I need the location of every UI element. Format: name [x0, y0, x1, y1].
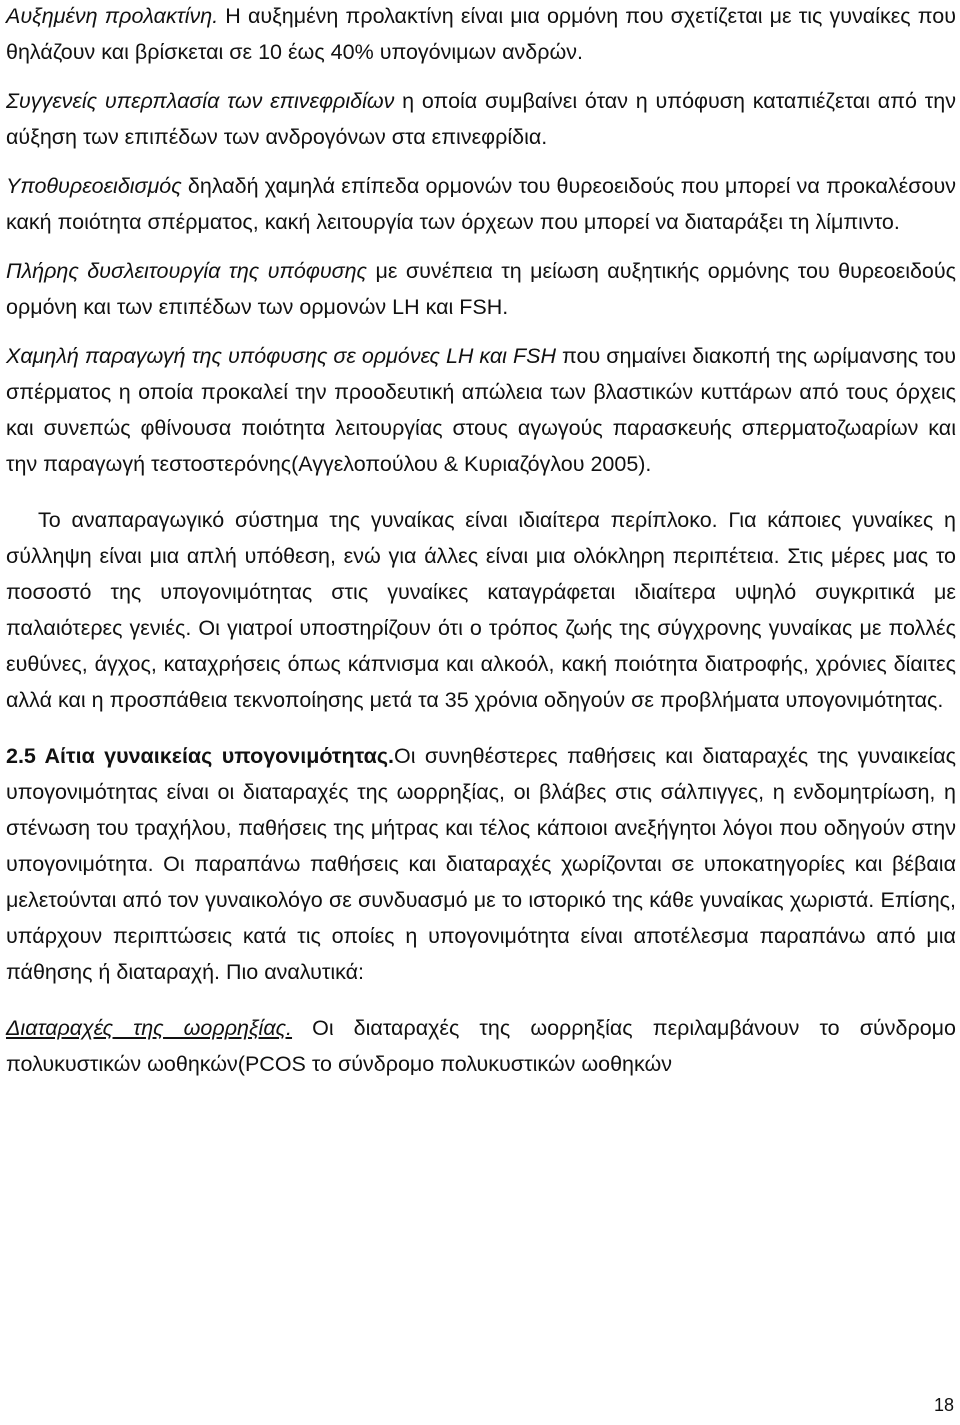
term-low-lh-fsh: Χαμηλή παραγωγή της υπόφυσης σε ορμόνες LH και FSH [6, 344, 556, 368]
term-ovulation-disorders: Διαταραχές της ωορρηξίας. [6, 1016, 293, 1040]
paragraph-low-lh-fsh [6, 338, 956, 482]
paragraph-adrenal-hyperplasia [6, 83, 956, 155]
paragraph-female-reproductive-system [6, 502, 956, 718]
paragraph-text: Η αυξημένη προλακτίνη είναι μια ορμόνη που σχετίζεται με τις γυναίκες που θηλάζουν και βρίσκεται σε 10 έως 40% υπογόνιμων ανδρών. [6, 4, 956, 64]
paragraph-text: με συνέπεια τη μείωση αυξητικής ορμόνης του θυρεοειδούς ορμόνη και των επιπέδων των ορμονών LH και FSH. [6, 259, 957, 319]
paragraph-section-2-5 [6, 738, 956, 990]
section-number: 2.5 [6, 744, 36, 768]
paragraph-text: Οι διαταραχές της ωορρηξίας περιλαμβάνουν το σύνδρομο πολυκυστικών ωοθηκών(PCOS το σύνδρομο πολυκυστικών ωοθηκών [6, 1016, 956, 1076]
document-body [6, 0, 956, 1082]
paragraph-text: που σημαίνει διακοπή της ωρίμανσης του σπέρματος η οποία προκαλεί την προοδευτική απώλεια των βλαστικών κυττάρων από τους όρχεις και συνεπώς φθίνουσα ποιότητα λειτουργίας στους αγωγούς παρασκευής σπερματοζωαρίων και την παραγωγή τεστοστερόνης(Αγγελοπούλου & Κυριαζόγλου 2005). [6, 344, 956, 476]
paragraph-pituitary-dysfunction [6, 253, 956, 325]
term-adrenal-hyperplasia: Συγγενείς υπερπλασία των επινεφριδίων [6, 89, 395, 113]
paragraph-elevated-prolactin [6, 0, 956, 70]
term-pituitary-dysfunction: Πλήρης δυσλειτουργία της υπόφυσης [6, 259, 368, 283]
paragraph-hypothyroidism [6, 168, 956, 240]
section-heading: Αίτια γυναικείας υπογονιμότητας. [35, 744, 395, 768]
paragraph-text: Οι συνηθέστερες παθήσεις και διαταραχές της γυναικείας υπογονιμότητας είναι οι διαταραχές της ωορρηξίας, οι βλάβες στις σάλπιγγες, η ενδομητρίωση, η στένωση του τραχήλου, παθήσεις της μήτρας και τέλος κάποιοι ανεξήγητοι λόγοι που οδηγούν στην υπογονιμότητα. Οι παραπάνω παθήσεις και διαταραχές χωρίζονται σε υποκατηγορίες και βέβαια μελετούνται από τον γυναικολόγο σε συνδυασμό με το ιστορικό της κάθε γυναίκας χωριστά. Επίσης, υπάρχουν περιπτώσεις κατά τις οποίες η υπογονιμότητα είναι αποτέλεσμα παραπάνω από μια πάθησης ή διαταραχή. Πιο αναλυτικά: [6, 744, 956, 984]
term-hypothyroidism: Υποθυρεοειδισμός [6, 174, 182, 198]
page-number: 18 [933, 1395, 954, 1415]
paragraph-text: η οποία συμβαίνει όταν η υπόφυση καταπιέζεται από την αύξηση των επιπέδων των ανδρογόνων στα επινεφρίδια. [6, 89, 956, 149]
term-elevated-prolactin: Αυξημένη προλακτίνη. [6, 4, 219, 28]
paragraph-text: Το αναπαραγωγικό σύστημα της γυναίκας είναι ιδιαίτερα περίπλοκο. Για κάποιες γυναίκες η σύλληψη είναι μια απλή υπόθεση, ενώ για άλλες είναι μια ολόκληρη περιπέτεια. Στις μέρες μας το ποσοστό της υπογονιμότητας στις γυναίκες καταγράφεται ιδιαίτερα υψηλό συγκριτικά με παλαιότερες γενιές. Οι γιατροί υποστηρίζουν ότι ο τρόπος ζωής της σύγχρονης γυναίκας με πολλές ευθύνες, άγχος, καταχρήσεις όπως κάπνισμα και αλκοόλ, κακή ποιότητα διατροφής, χρόνιες δίαιτες αλλά και η προσπάθεια τεκνοποίησης μετά τα 35 χρόνια οδηγούν σε προβλήματα υπογονιμότητας. [6, 508, 956, 712]
paragraph-ovulation-disorders [6, 1010, 956, 1082]
paragraph-text: δηλαδή χαμηλά επίπεδα ορμονών του θυρεοειδούς που μπορεί να προκαλέσουν κακή ποιότητα σπέρματος, κακή λειτουργία των όρχεων που μπορεί να διαταράξει τη λίμπιντο. [6, 174, 956, 234]
